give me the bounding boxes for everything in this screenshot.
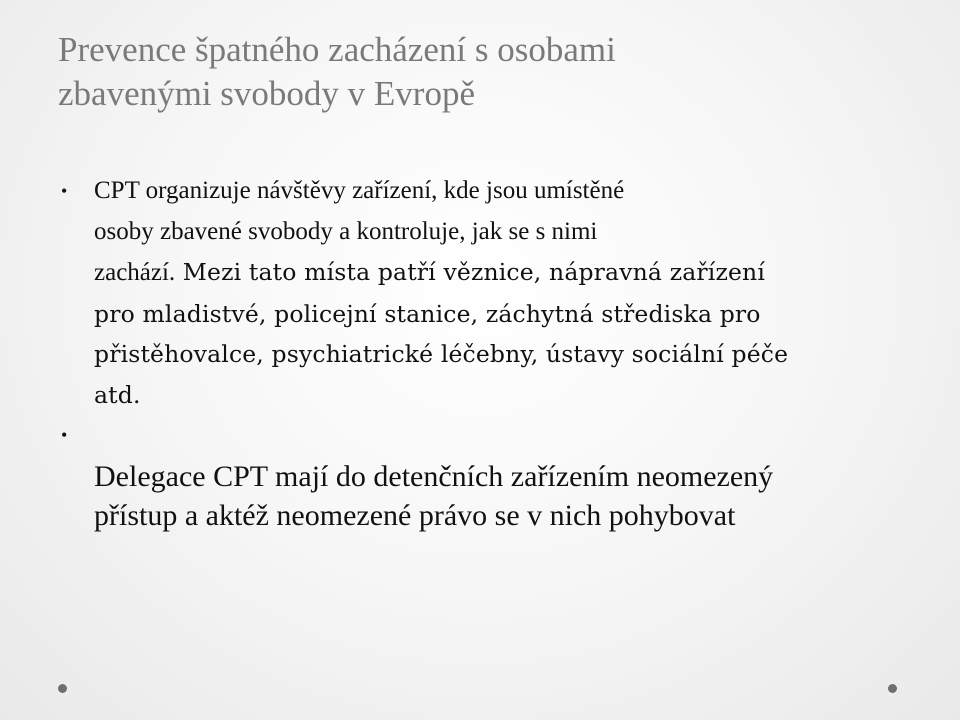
slide-title-line-1: Prevence špatného zacházení s osobami	[58, 30, 616, 69]
nav-dot-right-icon	[888, 684, 897, 693]
bullet-marker-icon: •	[61, 181, 68, 201]
slide-title	[58, 28, 908, 116]
bullet-marker-icon: •	[61, 425, 68, 445]
bullet-2-line-2: přístup a aktéž neomezené právo se v nich pohybovat	[94, 498, 736, 532]
bullet-item-2	[94, 457, 894, 535]
bullet-item-empty	[61, 415, 894, 456]
bullet-1-line-3-lead: zachází.	[94, 259, 176, 286]
slide-content	[61, 171, 894, 535]
bullet-1-line-4: pro mladistvé, policejní stanice, záchytná střediska pro	[94, 299, 761, 328]
bullet-1-line-3	[94, 252, 894, 294]
bullet-1-line-5: přistěhovalce, psychiatrické léčebny, ústavy sociální péče	[94, 340, 789, 368]
nav-dot-left-icon	[58, 684, 67, 693]
slide-title-line-2: zbavenými svobody v Evropě	[58, 74, 475, 113]
bullet-1-line-1: CPT organizuje návštěvy zařízení, kde jsou umístěné	[94, 177, 625, 204]
bullet-item-1	[61, 171, 894, 415]
bullet-1-line-3-rest: Mezi tato místa patří věznice, nápravná zařízení	[175, 258, 765, 286]
bullet-1-line-6: atd.	[94, 380, 141, 409]
bullet-1-line-2: osoby zbavené svobody a kontroluje, jak se s nimi	[94, 217, 598, 245]
bullet-2-line-1: Delegace CPT mají do detenčních zařízením neomezený	[94, 459, 774, 493]
